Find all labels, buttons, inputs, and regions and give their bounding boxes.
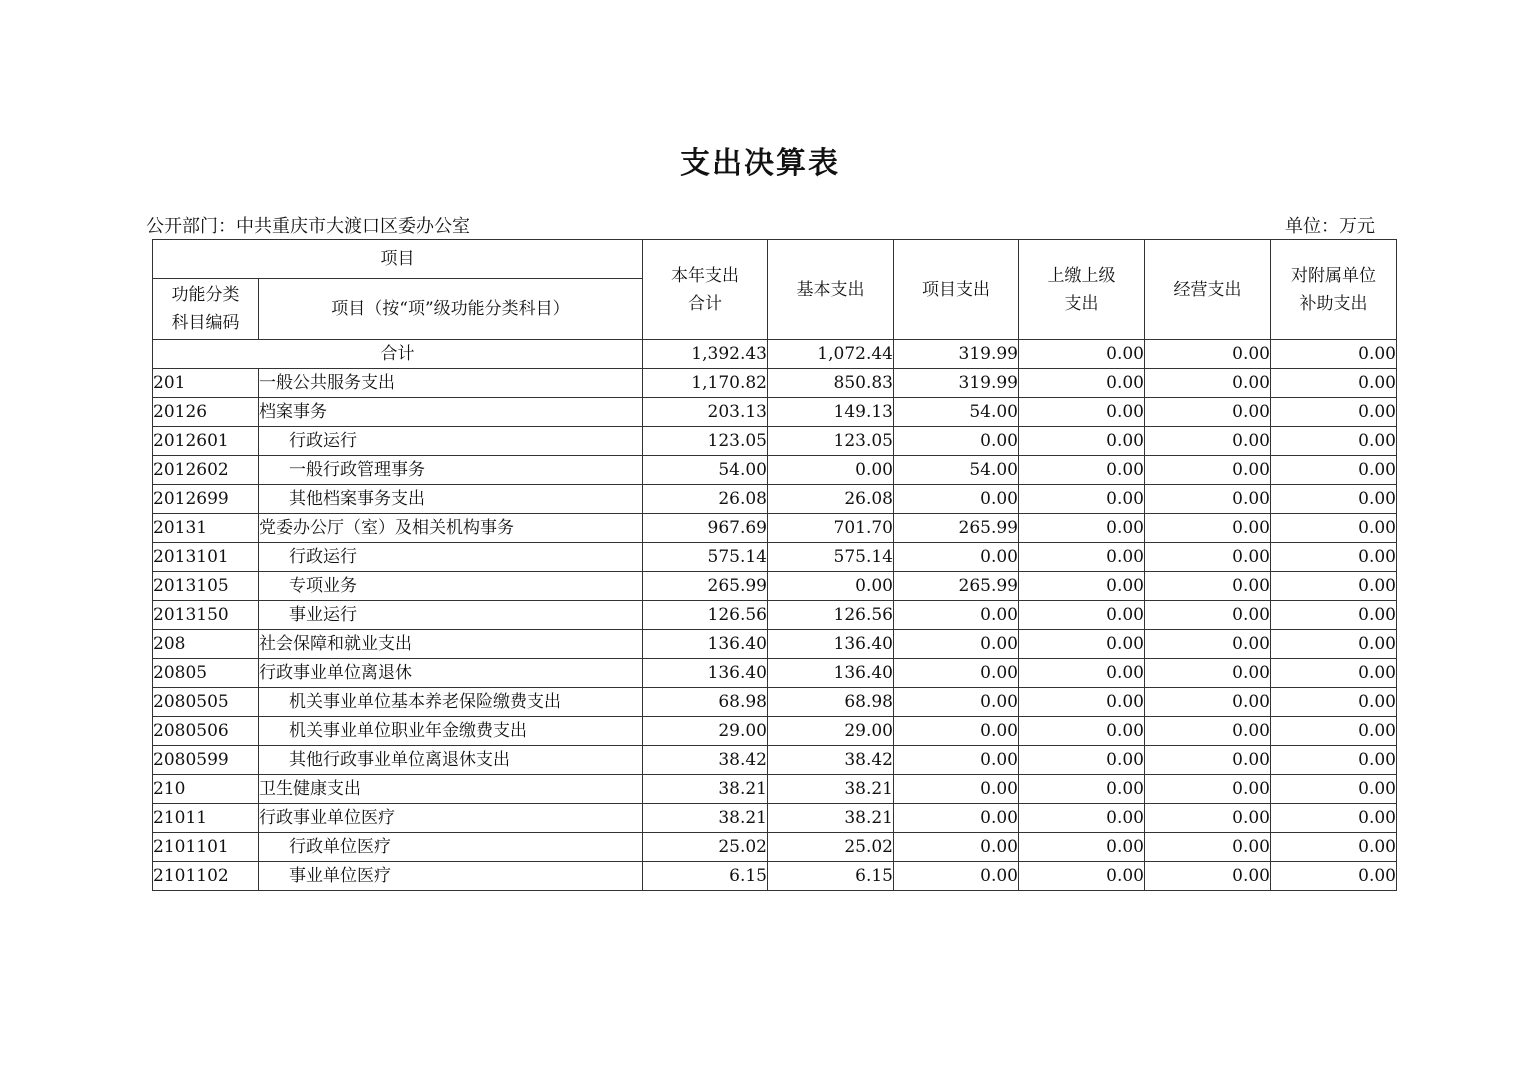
table-row — [153, 456, 1397, 485]
row-business: 0.00 — [1145, 688, 1271, 717]
row-total: 38.21 — [643, 804, 768, 833]
row-subsidy: 0.00 — [1271, 601, 1397, 630]
row-upper: 0.00 — [1019, 717, 1145, 746]
total-label: 合计 — [153, 340, 643, 369]
row-business: 0.00 — [1145, 398, 1271, 427]
row-subsidy: 0.00 — [1271, 456, 1397, 485]
row-basic: 575.14 — [768, 543, 894, 572]
row-project: 54.00 — [894, 398, 1019, 427]
row-project: 0.00 — [894, 833, 1019, 862]
row-total: 1,170.82 — [643, 369, 768, 398]
table-row — [153, 862, 1397, 891]
row-name: 社会保障和就业支出 — [259, 630, 643, 659]
table-row — [153, 572, 1397, 601]
row-subsidy: 0.00 — [1271, 369, 1397, 398]
row-upper: 0.00 — [1019, 659, 1145, 688]
row-upper: 0.00 — [1019, 601, 1145, 630]
row-total: 123.05 — [643, 427, 768, 456]
row-project: 54.00 — [894, 456, 1019, 485]
table-row — [153, 746, 1397, 775]
row-code: 20126 — [153, 398, 259, 427]
table-row — [153, 659, 1397, 688]
header-upper — [1019, 240, 1145, 340]
row-name: 专项业务 — [259, 572, 643, 601]
row-business: 0.00 — [1145, 456, 1271, 485]
row-total: 136.40 — [643, 630, 768, 659]
row-upper: 0.00 — [1019, 572, 1145, 601]
row-subsidy: 0.00 — [1271, 572, 1397, 601]
row-subsidy: 0.00 — [1271, 543, 1397, 572]
row-basic: 26.08 — [768, 485, 894, 514]
row-name: 档案事务 — [259, 398, 643, 427]
header-upper-line1: 上缴上级 — [1047, 265, 1116, 286]
row-total: 38.42 — [643, 746, 768, 775]
row-code: 2013105 — [153, 572, 259, 601]
row-business: 0.00 — [1145, 862, 1271, 891]
row-name: 事业运行 — [259, 601, 643, 630]
table-row — [153, 514, 1397, 543]
header-subsidy-line2: 补助支出 — [1299, 293, 1368, 314]
header-total — [643, 240, 768, 340]
row-upper: 0.00 — [1019, 427, 1145, 456]
row-code: 21011 — [153, 804, 259, 833]
row-total: 136.40 — [643, 659, 768, 688]
row-name: 行政单位医疗 — [259, 833, 643, 862]
row-code: 2080506 — [153, 717, 259, 746]
header-project: 项目支出 — [894, 240, 1019, 340]
row-business: 0.00 — [1145, 746, 1271, 775]
total-row-project: 319.99 — [894, 340, 1019, 369]
table-row — [153, 485, 1397, 514]
row-basic: 701.70 — [768, 514, 894, 543]
row-upper: 0.00 — [1019, 398, 1145, 427]
table-row — [153, 398, 1397, 427]
row-code: 2101102 — [153, 862, 259, 891]
row-name: 行政事业单位医疗 — [259, 804, 643, 833]
row-code: 208 — [153, 630, 259, 659]
row-business: 0.00 — [1145, 369, 1271, 398]
expenditure-table — [152, 239, 1397, 891]
row-subsidy: 0.00 — [1271, 427, 1397, 456]
row-project: 265.99 — [894, 572, 1019, 601]
unit-label: 单位：万元 — [1285, 216, 1375, 237]
row-project: 0.00 — [894, 862, 1019, 891]
row-upper: 0.00 — [1019, 369, 1145, 398]
row-business: 0.00 — [1145, 775, 1271, 804]
header-total-line1: 本年支出 — [671, 265, 739, 286]
row-project: 0.00 — [894, 659, 1019, 688]
row-total: 38.21 — [643, 775, 768, 804]
header-subsidy — [1271, 240, 1397, 340]
table-row — [153, 688, 1397, 717]
row-code: 2012601 — [153, 427, 259, 456]
row-basic: 68.98 — [768, 688, 894, 717]
header-total-line2: 合计 — [688, 293, 722, 314]
row-business: 0.00 — [1145, 572, 1271, 601]
row-business: 0.00 — [1145, 630, 1271, 659]
row-project: 0.00 — [894, 717, 1019, 746]
header-code-line2: 科目编码 — [171, 313, 240, 333]
row-project: 265.99 — [894, 514, 1019, 543]
row-code: 2012602 — [153, 456, 259, 485]
row-basic: 38.42 — [768, 746, 894, 775]
table-row — [153, 427, 1397, 456]
row-code: 2012699 — [153, 485, 259, 514]
row-name: 机关事业单位基本养老保险缴费支出 — [259, 688, 643, 717]
row-name: 一般公共服务支出 — [259, 369, 643, 398]
row-business: 0.00 — [1145, 543, 1271, 572]
row-code: 2013101 — [153, 543, 259, 572]
row-basic: 38.21 — [768, 804, 894, 833]
row-name: 行政运行 — [259, 427, 643, 456]
header-upper-line2: 支出 — [1064, 293, 1099, 314]
row-basic: 0.00 — [768, 456, 894, 485]
row-project: 0.00 — [894, 485, 1019, 514]
table-row — [153, 717, 1397, 746]
row-name: 其他行政事业单位离退休支出 — [259, 746, 643, 775]
row-name: 行政运行 — [259, 543, 643, 572]
row-basic: 38.21 — [768, 775, 894, 804]
row-business: 0.00 — [1145, 717, 1271, 746]
row-business: 0.00 — [1145, 514, 1271, 543]
row-project: 0.00 — [894, 688, 1019, 717]
row-subsidy: 0.00 — [1271, 833, 1397, 862]
table-row — [153, 775, 1397, 804]
header-business: 经营支出 — [1145, 240, 1271, 340]
row-basic: 136.40 — [768, 630, 894, 659]
row-basic: 850.83 — [768, 369, 894, 398]
row-upper: 0.00 — [1019, 688, 1145, 717]
row-total: 29.00 — [643, 717, 768, 746]
row-business: 0.00 — [1145, 659, 1271, 688]
row-upper: 0.00 — [1019, 485, 1145, 514]
row-code: 20131 — [153, 514, 259, 543]
row-upper: 0.00 — [1019, 514, 1145, 543]
row-upper: 0.00 — [1019, 630, 1145, 659]
row-project: 0.00 — [894, 427, 1019, 456]
row-subsidy: 0.00 — [1271, 659, 1397, 688]
row-total: 25.02 — [643, 833, 768, 862]
row-project: 0.00 — [894, 543, 1019, 572]
row-basic: 29.00 — [768, 717, 894, 746]
row-code: 201 — [153, 369, 259, 398]
total-row-subsidy: 0.00 — [1271, 340, 1397, 369]
row-basic: 25.02 — [768, 833, 894, 862]
row-basic: 149.13 — [768, 398, 894, 427]
row-upper: 0.00 — [1019, 775, 1145, 804]
row-subsidy: 0.00 — [1271, 688, 1397, 717]
row-code: 210 — [153, 775, 259, 804]
row-business: 0.00 — [1145, 601, 1271, 630]
row-total: 6.15 — [643, 862, 768, 891]
row-business: 0.00 — [1145, 804, 1271, 833]
total-row-upper: 0.00 — [1019, 340, 1145, 369]
total-row-business: 0.00 — [1145, 340, 1271, 369]
table-row — [153, 833, 1397, 862]
row-name: 机关事业单位职业年金缴费支出 — [259, 717, 643, 746]
page-title: 支出决算表 — [680, 146, 840, 181]
table-row — [153, 601, 1397, 630]
row-subsidy: 0.00 — [1271, 717, 1397, 746]
row-total: 575.14 — [643, 543, 768, 572]
row-total: 967.69 — [643, 514, 768, 543]
row-subsidy: 0.00 — [1271, 485, 1397, 514]
row-business: 0.00 — [1145, 427, 1271, 456]
row-upper: 0.00 — [1019, 746, 1145, 775]
row-basic: 6.15 — [768, 862, 894, 891]
header-subsidy-line1: 对附属单位 — [1291, 265, 1376, 286]
table-row — [153, 804, 1397, 833]
row-total: 68.98 — [643, 688, 768, 717]
header-item: 项目 — [153, 240, 643, 279]
row-name: 党委办公厅（室）及相关机构事务 — [259, 514, 643, 543]
row-code: 2080599 — [153, 746, 259, 775]
total-row-basic: 1,072.44 — [768, 340, 894, 369]
row-subsidy: 0.00 — [1271, 746, 1397, 775]
row-subsidy: 0.00 — [1271, 862, 1397, 891]
row-subsidy: 0.00 — [1271, 398, 1397, 427]
header-basic: 基本支出 — [768, 240, 894, 340]
row-upper: 0.00 — [1019, 543, 1145, 572]
row-subsidy: 0.00 — [1271, 775, 1397, 804]
row-project: 0.00 — [894, 775, 1019, 804]
row-basic: 123.05 — [768, 427, 894, 456]
row-business: 0.00 — [1145, 833, 1271, 862]
row-code: 2080505 — [153, 688, 259, 717]
header-name: 项目（按“项”级功能分类科目） — [259, 279, 643, 340]
row-subsidy: 0.00 — [1271, 514, 1397, 543]
row-project: 0.00 — [894, 601, 1019, 630]
row-code: 20805 — [153, 659, 259, 688]
header-code-line1: 功能分类 — [171, 285, 240, 305]
row-project: 0.00 — [894, 630, 1019, 659]
row-basic: 0.00 — [768, 572, 894, 601]
table-row — [153, 630, 1397, 659]
row-name: 其他档案事务支出 — [259, 485, 643, 514]
header-code — [153, 279, 259, 340]
row-upper: 0.00 — [1019, 833, 1145, 862]
total-row-total: 1,392.43 — [643, 340, 768, 369]
row-total: 203.13 — [643, 398, 768, 427]
row-subsidy: 0.00 — [1271, 804, 1397, 833]
row-project: 319.99 — [894, 369, 1019, 398]
row-name: 行政事业单位离退休 — [259, 659, 643, 688]
row-project: 0.00 — [894, 746, 1019, 775]
row-total: 26.08 — [643, 485, 768, 514]
table-row — [153, 543, 1397, 572]
table-row — [153, 369, 1397, 398]
row-name: 卫生健康支出 — [259, 775, 643, 804]
row-total: 126.56 — [643, 601, 768, 630]
row-basic: 126.56 — [768, 601, 894, 630]
row-code: 2013150 — [153, 601, 259, 630]
row-upper: 0.00 — [1019, 862, 1145, 891]
row-total: 265.99 — [643, 572, 768, 601]
row-upper: 0.00 — [1019, 804, 1145, 833]
row-name: 事业单位医疗 — [259, 862, 643, 891]
row-name: 一般行政管理事务 — [259, 456, 643, 485]
row-business: 0.00 — [1145, 485, 1271, 514]
department-label: 公开部门：中共重庆市大渡口区委办公室 — [146, 216, 470, 237]
total-row — [153, 340, 1397, 369]
row-code: 2101101 — [153, 833, 259, 862]
row-upper: 0.00 — [1019, 456, 1145, 485]
row-project: 0.00 — [894, 804, 1019, 833]
row-subsidy: 0.00 — [1271, 630, 1397, 659]
row-basic: 136.40 — [768, 659, 894, 688]
row-total: 54.00 — [643, 456, 768, 485]
